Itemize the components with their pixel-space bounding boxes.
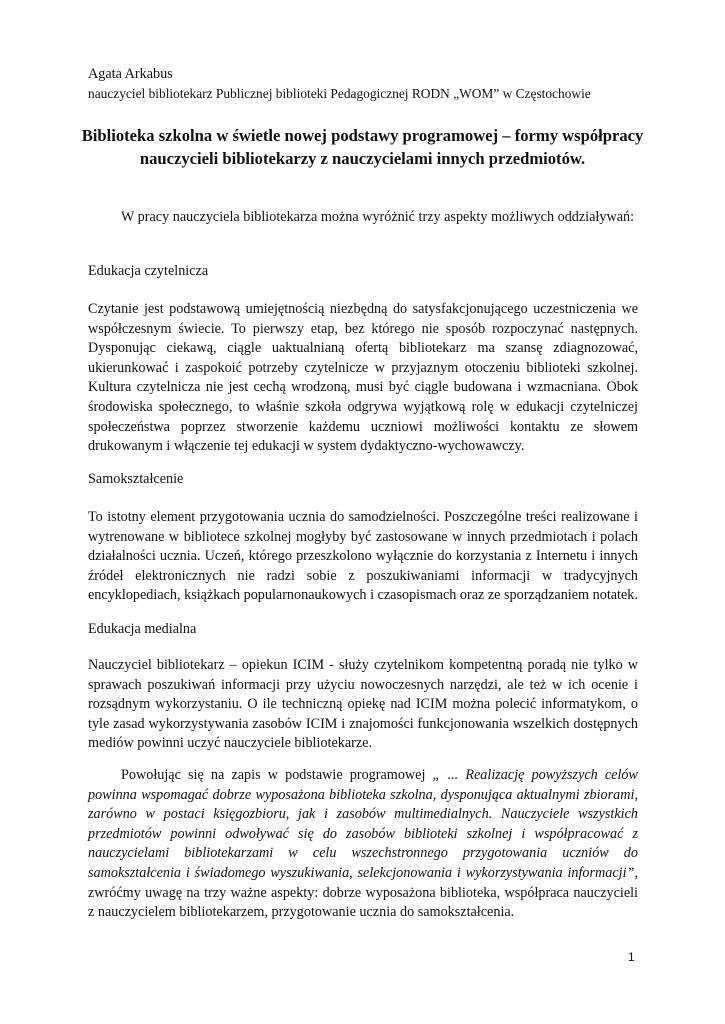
closing-tail: zwróćmy uwagę na trzy ważne aspekty: dobrze wyposażona biblioteka, współpraca nauczycieli z nauczycielem bibliotekarzem, przygotowanie ucznia do samokształcenia. — [88, 884, 638, 921]
page-number: 1 — [628, 950, 635, 964]
document-title: Biblioteka szkolna w świetle nowej podstawy programowej – formy współpracy nauczycieli bibliotekarzy z nauczycielami innych przedmiotów. — [81, 126, 644, 168]
section-heading-self-education: Samokształcenie — [88, 471, 184, 487]
section-text-self-education: To istotny element przygotowania ucznia do samodzielności. Poszczególne treści realizowane i wytrenowane w bibliotece szkolnej mogłyby być zastosowane w innych przedmiotach i polach działalności ucznia. Uczeń, którego przeszkolono wyłącznie do korzystania z Internetu i innych źródeł elektronicznych nie radzi sobie z poszukiwaniami informacji w tradycyjnych encyklopediach, książkach popularnonaukowych i czasopismach oraz ze sporządzaniem notatek. — [88, 509, 638, 604]
section-text-media-education: Nauczyciel bibliotekarz – opiekun ICIM - służy czytelnikom kompetentną poradą nie tylko w sprawach poszukiwań informacji przy użyciu nowoczesnych narzędzi, ale też w ich ocenie i rozsądnym wykorzystaniu. O ile techniczną opiekę nad ICIM można polecić informatykom, o tyle zasad wykorzystywania zasobów ICIM i znajomości funkcjonowania wszelkich dostępnych mediów powinni uczyć nauczyciele bibliotekarze. — [88, 657, 638, 752]
section-heading-media-education: Edukacja medialna — [88, 621, 197, 637]
curriculum-quote: „ ... Realizację powyższych celów powinna wspomagać dobrze wyposażona biblioteka szkolna, dysponująca aktualnymi zbiorami, zarówno w postaci księgozbioru, jak i zasobów multimedialnych. Nauczyciele wszystkich przedmiotów powinni odwoływać się do zasobów biblioteki szkolnej i współpracować z nauczycielami bibliotekarzami w celu wszechstronnego przygotowania uczniów do samokształcenia i świadomego wyszukiwania, selekcjonowania i wykorzystywania informacji”, — [88, 767, 638, 881]
closing-paragraph — [88, 766, 638, 923]
section-text-reading: Czytanie jest podstawową umiejętnością niezbędną do satysfakcjonującego uczestniczenia we współczesnym świecie. To pierwszy etap, bez którego nie sposób rozpoczynać następnych. Dysponując ciekawą, ciągle uaktualnianą ofertą bibliotekarz ma szansę zdiagnozować, ukierunkować i zaspokoić potrzeby czytelnicze w przyjaznym otoczeniu biblioteki szkolnej. Kultura czytelnicza nie jest cechą wrodzoną, musi być ciągle budowana i wzmacniana. Obok środowiska społecznego, to właśnie szkoła odgrywa wyjątkową rolę w edukacji czytelniczej społeczeństwa poprzez stworzenie każdemu uczniowi możliwości kontaktu ze słowem drukowanym i włączenie tej edukacji w system dydaktyczno-wychowawczy. — [88, 301, 638, 455]
author-affiliation: nauczyciel bibliotekarz Publicznej biblioteki Pedagogicznej RODN „WOM” w Częstochowie — [88, 86, 591, 101]
section-heading-reading: Edukacja czytelnicza — [88, 263, 209, 279]
intro-paragraph: W pracy nauczyciela bibliotekarza można wyróżnić trzy aspekty możliwych oddziaływań: — [121, 209, 635, 225]
author-block — [88, 64, 648, 104]
closing-lead: Powołując się na zapis w podstawie programowej — [121, 767, 433, 783]
author-name: Agata Arkabus — [88, 66, 173, 82]
